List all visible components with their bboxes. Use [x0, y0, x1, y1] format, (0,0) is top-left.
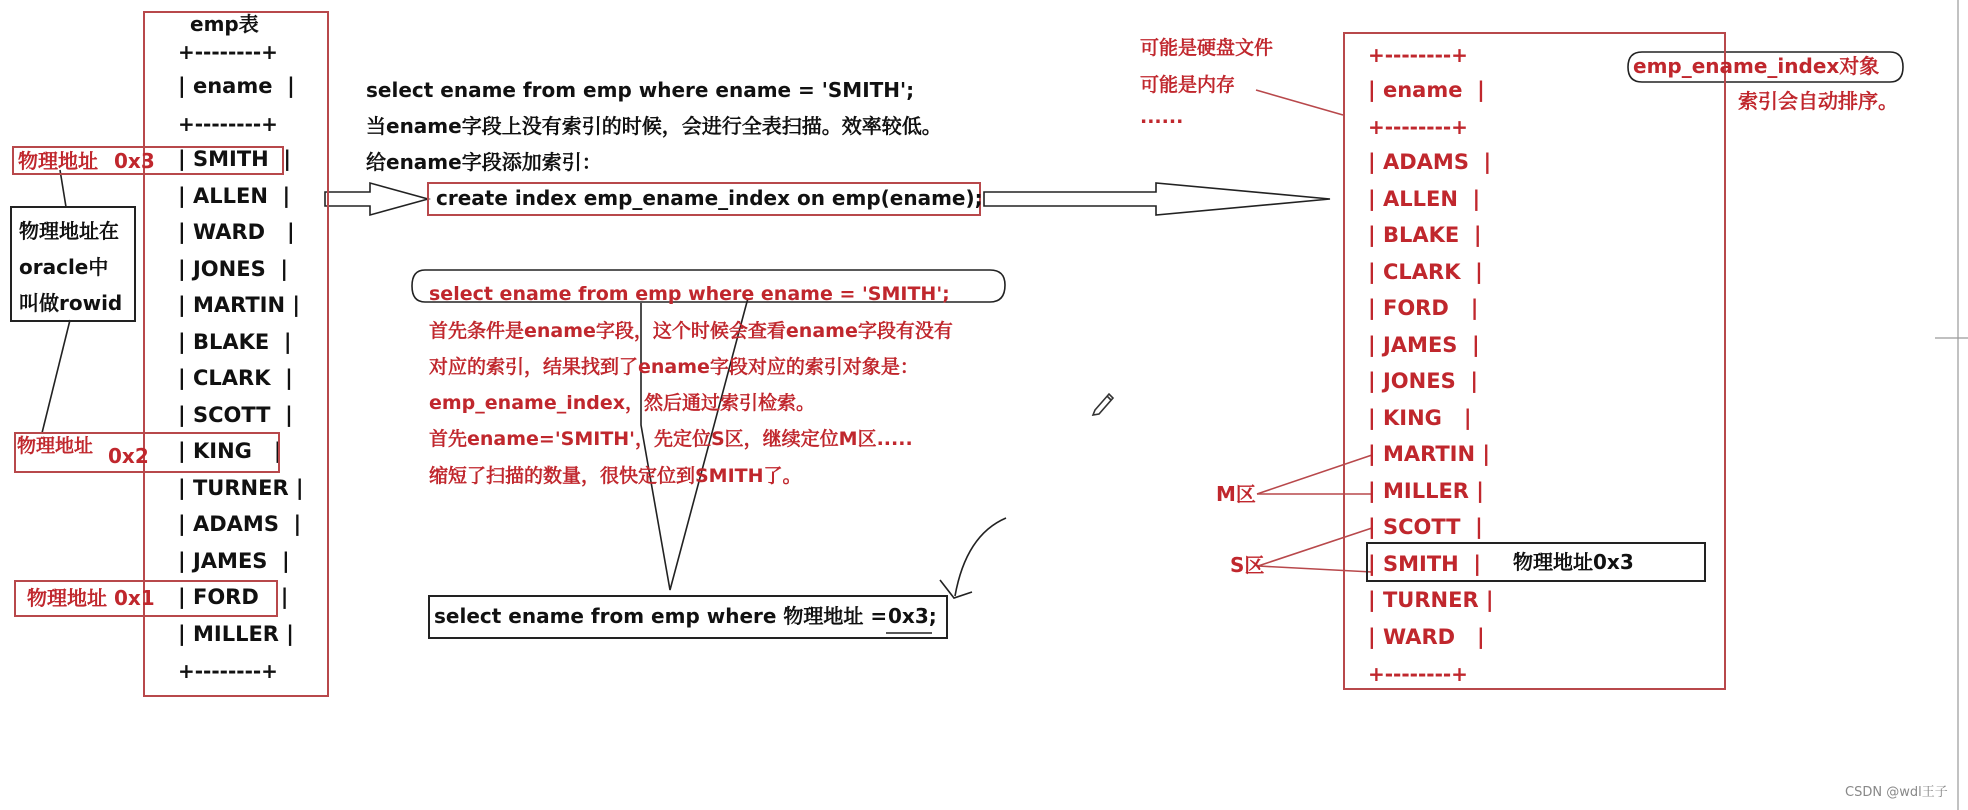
index-table-header: | ename | — [1368, 78, 1485, 102]
addr-0x2-label: 物理地址 — [17, 435, 94, 457]
index-table-row: | CLARK | — [1368, 259, 1483, 284]
red-line-5: 首先ename='SMITH'，先定位S区，继续定位M区..... — [429, 428, 913, 450]
emp-table-row: | SMITH | — [178, 147, 292, 171]
create-index-statement: create index emp_ename_index on emp(ename); — [436, 186, 983, 210]
index-table-row: | JONES | — [1368, 369, 1478, 393]
index-table-row: | BLAKE | — [1368, 223, 1482, 247]
index-table-top-border: +--------+ — [1368, 43, 1468, 67]
emp-table-row: | JONES | — [178, 256, 288, 281]
storage-pointer — [1256, 90, 1343, 115]
index-table-row: | KING | — [1368, 405, 1472, 430]
s-zone-label: S区 — [1230, 553, 1265, 577]
final-query-value: 0x3; — [888, 604, 937, 628]
emp-table-row: | FORD | — [178, 585, 289, 609]
watermark: CSDN @wdl王子 — [1845, 785, 1948, 800]
pencil-icon — [1090, 388, 1116, 416]
index-table-row: | JAMES | — [1368, 332, 1480, 357]
final-query-prefix: select ename from emp where 物理地址 = — [434, 604, 895, 628]
index-table-row: | ALLEN | — [1368, 186, 1481, 211]
rowid-note-line-1: 物理地址在 — [19, 219, 119, 243]
storage-line-1: 可能是硬盘文件 — [1140, 37, 1274, 59]
index-table-header-border: +--------+ — [1368, 115, 1468, 139]
emp-table-row: | ALLEN | — [178, 183, 291, 208]
index-table-row: | SCOTT | — [1368, 515, 1483, 539]
storage-line-3: ...... — [1140, 106, 1184, 128]
arrow-to-create-index — [325, 183, 428, 215]
storage-line-2: 可能是内存 — [1140, 74, 1236, 96]
rowid-note-line-3: 叫做rowid — [19, 291, 123, 315]
index-table-row: | ADAMS | — [1368, 150, 1492, 174]
rowid-connector-bottom — [42, 320, 70, 433]
rowid-connector-top — [60, 170, 66, 207]
arrow-to-index-table — [984, 183, 1330, 215]
red-line-3: 对应的索引，结果找到了ename字段对应的索引对象是： — [429, 356, 919, 378]
addr-0x2-value: 0x2 — [108, 444, 149, 468]
addr-0x1-label: 物理地址 0x1 — [27, 586, 155, 610]
emp-table-row: | SCOTT | — [178, 402, 293, 427]
index-table-row: | MILLER | — [1368, 478, 1484, 503]
emp-table-bottom-border: +--------+ — [178, 659, 278, 683]
index-table-row: | MARTIN | — [1368, 442, 1491, 466]
emp-table-row: | JAMES | — [178, 548, 290, 573]
addr-0x3-label: 物理地址 — [18, 149, 98, 173]
emp-table-row: | ADAMS | — [178, 512, 302, 536]
emp-table-row: | BLAKE | — [178, 329, 292, 354]
query-statement: select ename from emp where ename = 'SMITH'; — [366, 78, 915, 102]
emp-table-row: | CLARK | — [178, 366, 293, 390]
smith-addr-label: 物理地址0x3 — [1513, 550, 1634, 574]
index-object-label: emp_ename_index对象 — [1633, 54, 1880, 78]
emp-table-header-border: +--------+ — [178, 112, 278, 136]
red-line-6: 缩短了扫描的数量，很快定位到SMITH了。 — [429, 465, 802, 487]
emp-table-row: | KING | — [178, 439, 282, 463]
auto-sort-note: 索引会自动排序。 — [1738, 89, 1898, 113]
emp-table-header: | ename | — [178, 74, 295, 98]
rowid-note-line-2: oracle中 — [19, 255, 109, 279]
add-index-note: 给ename字段添加索引： — [366, 150, 602, 174]
emp-table-row: | TURNER | — [178, 475, 304, 500]
emp-table-title: emp表 — [190, 12, 259, 36]
emp-table-row: | MILLER | — [178, 621, 294, 646]
m-zone-label: M区 — [1216, 482, 1256, 506]
red-line-2: 首先条件是ename字段，这个时候会查看ename字段有没有 — [429, 320, 953, 342]
index-table-row: | SMITH | — [1368, 551, 1482, 576]
red-line-4: emp_ename_index，然后通过索引检索。 — [429, 392, 815, 414]
red-line-1: select ename from emp where ename = 'SMITH'; — [429, 283, 950, 305]
emp-table-row: | WARD | — [178, 220, 295, 244]
emp-table-top-border: +--------+ — [178, 40, 278, 64]
index-table-row: | FORD | — [1368, 296, 1479, 320]
index-table-row: | WARD | — [1368, 624, 1485, 649]
curve-arrow — [955, 518, 1006, 596]
addr-0x3-value: 0x3 — [114, 149, 155, 173]
index-table-bottom-border: +--------+ — [1368, 662, 1468, 686]
index-table-row: | TURNER | — [1368, 588, 1494, 612]
full-scan-note: 当ename字段上没有索引的时候，会进行全表扫描。效率较低。 — [366, 114, 942, 138]
emp-table-row: | MARTIN | — [178, 293, 301, 317]
